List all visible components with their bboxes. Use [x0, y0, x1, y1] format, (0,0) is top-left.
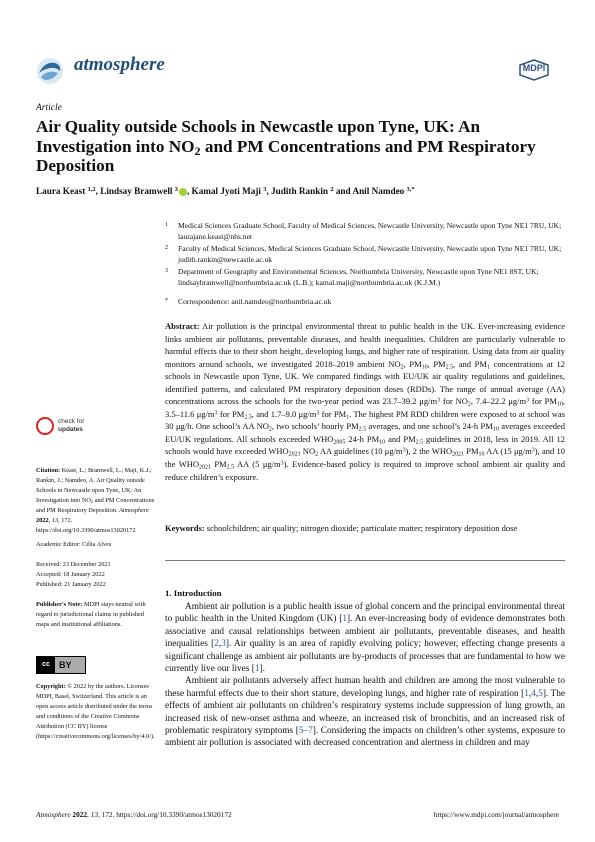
footer-citation: Atmosphere 2022, 13, 172. https://doi.org/10.3390/atmos13020172	[36, 810, 232, 819]
mdpi-logo: MDPI	[519, 59, 549, 81]
keywords: Keywords: schoolchildren; air quality; nitrogen dioxide; particulate matter; respiratory deposition dose	[165, 523, 518, 533]
publishers-note: Publisher's Note: MDPI stays neutral with regard to jurisdictional claims in published maps and institutional affiliations.	[36, 601, 146, 628]
article-type: Article	[36, 103, 62, 113]
divider	[165, 560, 565, 561]
accepted-date: Accepted: 18 January 2022	[36, 571, 105, 578]
copyright: Copyright: © 2022 by the authors. Licensee MDPI, Basel, Switzerland. This article is an open access article distributed under the terms and conditions of the Creative Commons Attribution (CC BY) license (https://creativecommons.org/licenses/by/4.0/).	[36, 683, 155, 740]
published-date: Published: 21 January 2022	[36, 581, 106, 588]
introduction-text: Ambient air pollution is a public health issue of global concern and the principal environmental threat to public health in the United Kingdom (UK) [1]. An ever-increasing body of evidence demonstrates both associative and causal relationships between ambient air pollutants, preventable diseases, and health inequalities [2,3]. Air quality is an area of rapidly evolving policy; however, effecting change presents a significant challenge as ambient air pollutants are by-products of processes that are fundamental to how we currently live our lives [1]. Ambient air pollutants adversely affect human health and children are among the most vulnerable to these harmful effects due to their short stature, developing lungs, and higher rate of respiration [1,4,5]. The effects of ambient air pollutants on children’s respiratory systems include suppression of lung growth, an increased risk of new-onset asthma and wheeze, an increased risk of bronchitis, and an increased risk of problematic respiratory symptoms [5–7]. Considering the impacts on children’s other systems, exposure to ambient air pollution is associated with decreased concentration and alertness in children and may	[165, 602, 566, 749]
citation: Citation: Keast, L.; Bramwell, L.; Maji, K.J.; Rankin, J.; Namdeo, A. Air Quality outside Schools in Newcastle upon Tyne, UK: An Investigation into $NO_2$ and PM Concentrations and PM Respiratory Deposition. Atmosphere 2022, 13, 172. https://doi.org/10.3390/atmos13020172	[36, 467, 155, 534]
reference-link[interactable]: 1	[524, 688, 529, 699]
author-name: Laura Keast	[36, 186, 86, 196]
reference-link[interactable]: 1	[254, 664, 260, 675]
reference-link[interactable]: 5	[538, 688, 543, 699]
author-name: Judith Rankin	[271, 186, 329, 196]
cc-icon: cc	[37, 657, 55, 673]
affiliation: 2 Faculty of Medical Sciences, Medical Sciences Graduate School, Newcastle University, Newcastle upon Tyne NE1 7RU, UK; judith.rankin@newcastle.ac.uk	[165, 244, 562, 265]
reference-link[interactable]: 1	[342, 614, 348, 625]
reference-link[interactable]: 5–7	[298, 726, 313, 737]
section-heading: 1. Introduction	[165, 588, 222, 598]
author-list: Laura Keast $^{1,2}$, Lindsay Bramwell $^3$ , Kamal Jyoti Maji $^3$, Judith Rankin $^2$ and Anil Namdeo $^{3,*}$	[36, 186, 415, 196]
footer-journal-url[interactable]: https://www.mdpi.com/journal/atmosphere	[433, 810, 559, 819]
reference-link[interactable]: 2	[214, 639, 219, 650]
orcid-icon[interactable]	[179, 188, 187, 196]
author-name: Lindsay Bramwell	[100, 186, 173, 196]
author-name: Anil Namdeo	[352, 186, 405, 196]
academic-editor: Academic Editor: Célia Alves	[36, 541, 112, 548]
correspondence: * Correspondence: anil.namdeo@northumbria.ac.uk	[165, 297, 332, 306]
cc-by-license-badge[interactable]: cc BY	[36, 656, 86, 674]
reference-link[interactable]: 4	[531, 688, 536, 699]
journal-name: atmosphere	[74, 54, 165, 75]
affiliation: 1 Medical Sciences Graduate School, Faculty of Medical Sciences, Newcastle University, Newcastle upon Tyne NE1 7RU, UK; laurajane.keast@nhs.net	[165, 221, 562, 242]
check-for-updates-button[interactable]: check for updates	[36, 417, 96, 439]
journal-logo-icon	[36, 57, 64, 85]
check-updates-icon	[36, 417, 54, 435]
doi-link[interactable]: https://doi.org/10.3390/atmos13020172	[36, 527, 136, 534]
reference-link[interactable]: 3	[221, 639, 226, 650]
abstract: Abstract: Air pollution is the principal environmental threat to public health in the UK. Ever-increasing evidence links ambient air pollutants, preventable diseases, and health inequalities. Children are particularly vulnerable to harmful effects due to their short height, developing lungs, and higher rate of respiration. Using data from air quality monitors around schools, we investigated 2018–2019 ambient $NO_2$, $PM_{10}$, $PM_{2.5}$, and $PM_1$ concentrations at 12 schools in Newcastle upon Tyne, UK. We compared findings with EU/UK air quality regulations and guidelines, identified patterns, and calculated PM respiratory deposition doses (RDDs). The range of annual average (AA) concentrations across the schools for the two-year period was 23.7–39.2 $\mu g/m^3$ for $NO_2$, 7.4–22.2 $\mu g/m^3$ for $PM_{10}$, 3.5–11.6 $\mu g/m^3$ for $PM_{2.5}$, and 1.7–9.0 $\mu g/m^3$ for $PM_1$. The highest PM RDD children were exposed to at school was 30 μg/h. One school’s AA $NO_2$, two schools’ hourly $PM_{2.5}$ averages, and one school’s 24-h $PM_{10}$ averages exceeded EU/UK regulations. All schools exceeded $WHO_{2005}$ 24-h $PM_{10}$ and $PM_{2.5}$ guidelines in 2018, less in 2019. All 12 schools would have exceeded $WHO_{2021}$ $NO_2$ AA guidelines (10 $\mu g/m^3$), 2 the $WHO_{2021}$ $PM_{10}$ AA (15 $\mu g/m^3$), and 10 the $WHO_{2021}$ $PM_{2.5}$ AA (5 $\mu g/m^3$). Evidence-based policy is required to improve school ambient air quality and reduce children’s exposure.	[165, 321, 566, 482]
author-name: Kamal Jyoti Maji	[191, 186, 261, 196]
affiliation: 3 Department of Geography and Environmental Sciences, Northumbria University, Newcastle upon Tyne NE1 8ST, UK; lindsaybramwell@northumbria.ac.uk (L.B.); kamal.maji@northumbria.ac.uk (K.J.M.)	[165, 267, 539, 288]
received-date: Received: 23 December 2021	[36, 561, 111, 568]
article-title: Air Quality outside Schools in Newcastle upon Tyne, UK: An Investigation into $NO_2$ and PM Concentrations and PM Respiratory Deposition	[36, 117, 536, 176]
